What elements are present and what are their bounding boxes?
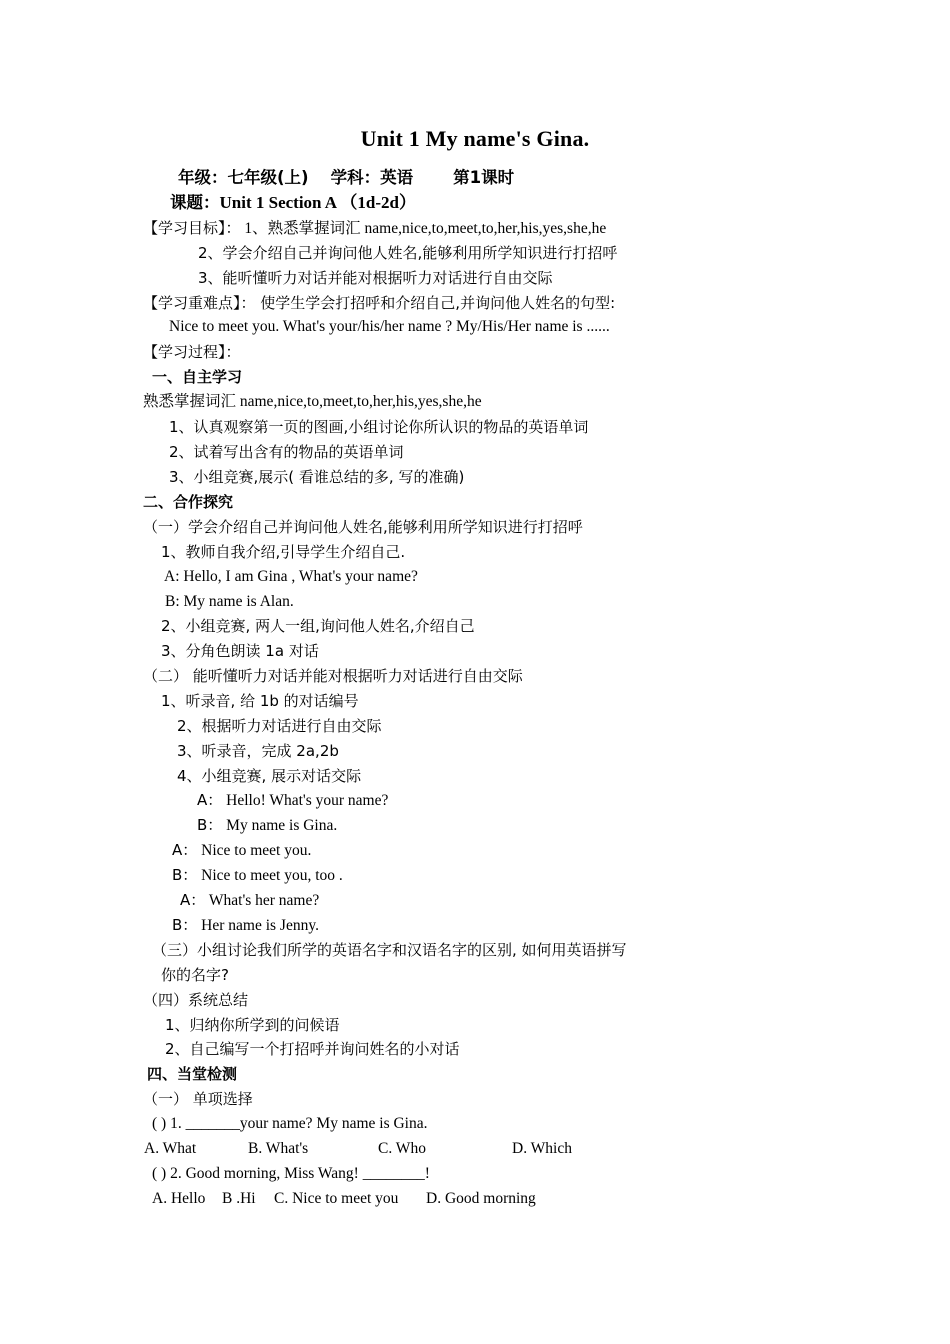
q2-option-d: D. Good morning	[426, 1190, 536, 1207]
dialogue-line-4	[172, 865, 343, 886]
dialogue-speaker: A：	[197, 791, 223, 809]
section2-part2-heading: （二） 能听懂听力对话并能对根据听力对话进行自由交际	[143, 667, 523, 685]
key-points-line	[143, 293, 615, 313]
goals-line-1	[143, 218, 606, 239]
dialogue-text: My name is Gina.	[226, 817, 338, 834]
lesson-number: 第1课时	[453, 168, 515, 187]
part2-item-4: 4、小组竞赛, 展示对话交际	[177, 767, 362, 785]
section1-item-2: 2、试着写出含有的物品的英语单词	[169, 443, 404, 461]
goal-item-1: 1、熟悉掌握词汇 name,nice,to,meet,to,her,his,yes,she,he	[244, 220, 607, 237]
subject-value: 英语	[380, 168, 414, 187]
section2-part3-line-1: （三）小组讨论我们所学的英语名字和汉语名字的区别, 如何用英语拼写	[152, 941, 627, 959]
section2-heading: 二、合作探究	[143, 493, 234, 511]
part1-item-3: 3、分角色朗读 1a 对话	[161, 642, 319, 660]
dialogue-line-6	[172, 915, 319, 936]
dialogue-line-2	[197, 815, 337, 836]
question-2-stem: ( ) 2. Good morning, Miss Wang! ________!	[152, 1165, 430, 1182]
question-1-stem: ( ) 1. _______your name? My name is Gina.	[152, 1115, 428, 1132]
dialogue-text: Nice to meet you, too .	[201, 867, 343, 884]
dialogue-speaker: B：	[172, 916, 198, 934]
section1-item-3: 3、小组竞赛,展示( 看谁总结的多, 写的准确)	[169, 468, 465, 486]
section1-intro: 熟悉掌握词汇 name,nice,to,meet,to,her,his,yes,she,he	[143, 393, 482, 410]
q2-option-c: C. Nice to meet you	[274, 1190, 399, 1207]
part2-item-1: 1、听录音, 给 1b 的对话编号	[161, 692, 359, 710]
goal-item-3: 3、能听懂听力对话并能对根据听力对话进行自由交际	[198, 269, 553, 287]
part2-item-2: 2、根据听力对话进行自由交际	[177, 717, 382, 735]
key-points-example: Nice to meet you. What's your/his/her name ? My/His/Her name is ......	[169, 318, 610, 335]
dialogue-speaker: A：	[172, 841, 198, 859]
subject-label: 学科：	[330, 168, 381, 187]
key-points-label: 【学习重难点】：	[143, 294, 256, 312]
dialogue-text: Her name is Jenny.	[201, 917, 319, 934]
q1-option-c: C. Who	[378, 1140, 426, 1157]
q1-option-a: A. What	[144, 1140, 197, 1157]
part2-item-3: 3、听录音，完成 2a,2b	[177, 742, 339, 760]
dialogue-line-5	[180, 890, 319, 911]
part1-item-1: 1、教师自我介绍,引导学生介绍自己.	[161, 543, 406, 561]
section2-part3-line-2: 你的名字?	[161, 966, 229, 984]
dialogue-speaker: A：	[180, 891, 206, 909]
dialogue-text: Nice to meet you.	[201, 842, 312, 859]
key-points-text: 使学生学会打招呼和介绍自己,并询问他人姓名的句型:	[260, 294, 616, 312]
goal-item-2: 2、学会介绍自己并询问他人姓名,能够利用所学知识进行打招呼	[198, 244, 618, 262]
meta-line	[178, 168, 514, 188]
goals-label: 【学习目标】：	[143, 219, 241, 237]
q1-option-d: D. Which	[512, 1140, 572, 1157]
document-title: Unit 1 My name's Gina.	[360, 126, 590, 151]
topic-line	[170, 193, 416, 213]
grade-value: 七年级(上)	[227, 168, 309, 187]
dialogue-speaker: B：	[172, 866, 198, 884]
part1-item-2: 2、小组竞赛, 两人一组,询问他人姓名,介绍自己	[161, 617, 475, 635]
dialogue-text: What's her name?	[208, 892, 320, 909]
dialogue-line-3	[172, 840, 311, 861]
section4-sub-heading: （一） 单项选择	[143, 1090, 253, 1108]
part1-dialogue-a: A: Hello, I am Gina , What's your name?	[164, 568, 418, 585]
q2-option-b: B .Hi	[222, 1190, 256, 1207]
section4-heading: 四、当堂检测	[147, 1065, 238, 1083]
part4-item-1: 1、归纳你所学到的问候语	[165, 1016, 340, 1034]
topic-value: Unit 1 Section A （1d-2d）	[219, 193, 416, 212]
dialogue-text: Hello! What's your name?	[226, 792, 389, 809]
section2-part4-heading: （四）系统总结	[143, 991, 249, 1009]
q2-option-a: A. Hello	[152, 1190, 206, 1207]
section2-part1-heading: （一）学会介绍自己并询问他人姓名,能够利用所学知识进行打招呼	[143, 518, 583, 536]
part1-dialogue-b: B: My name is Alan.	[165, 593, 294, 610]
dialogue-speaker: B：	[197, 816, 223, 834]
process-label: 【学习过程】：	[143, 343, 241, 361]
dialogue-line-1	[197, 790, 388, 811]
part4-item-2: 2、自己编写一个打招呼并询问姓名的小对话	[165, 1040, 460, 1058]
grade-label: 年级：	[178, 168, 228, 187]
section1-item-1: 1、认真观察第一页的图画,小组讨论你所认识的物品的英语单词	[169, 418, 589, 436]
topic-label: 课题：	[170, 193, 220, 212]
section1-heading: 一、自主学习	[152, 368, 243, 386]
q1-option-b: B. What's	[248, 1140, 309, 1157]
